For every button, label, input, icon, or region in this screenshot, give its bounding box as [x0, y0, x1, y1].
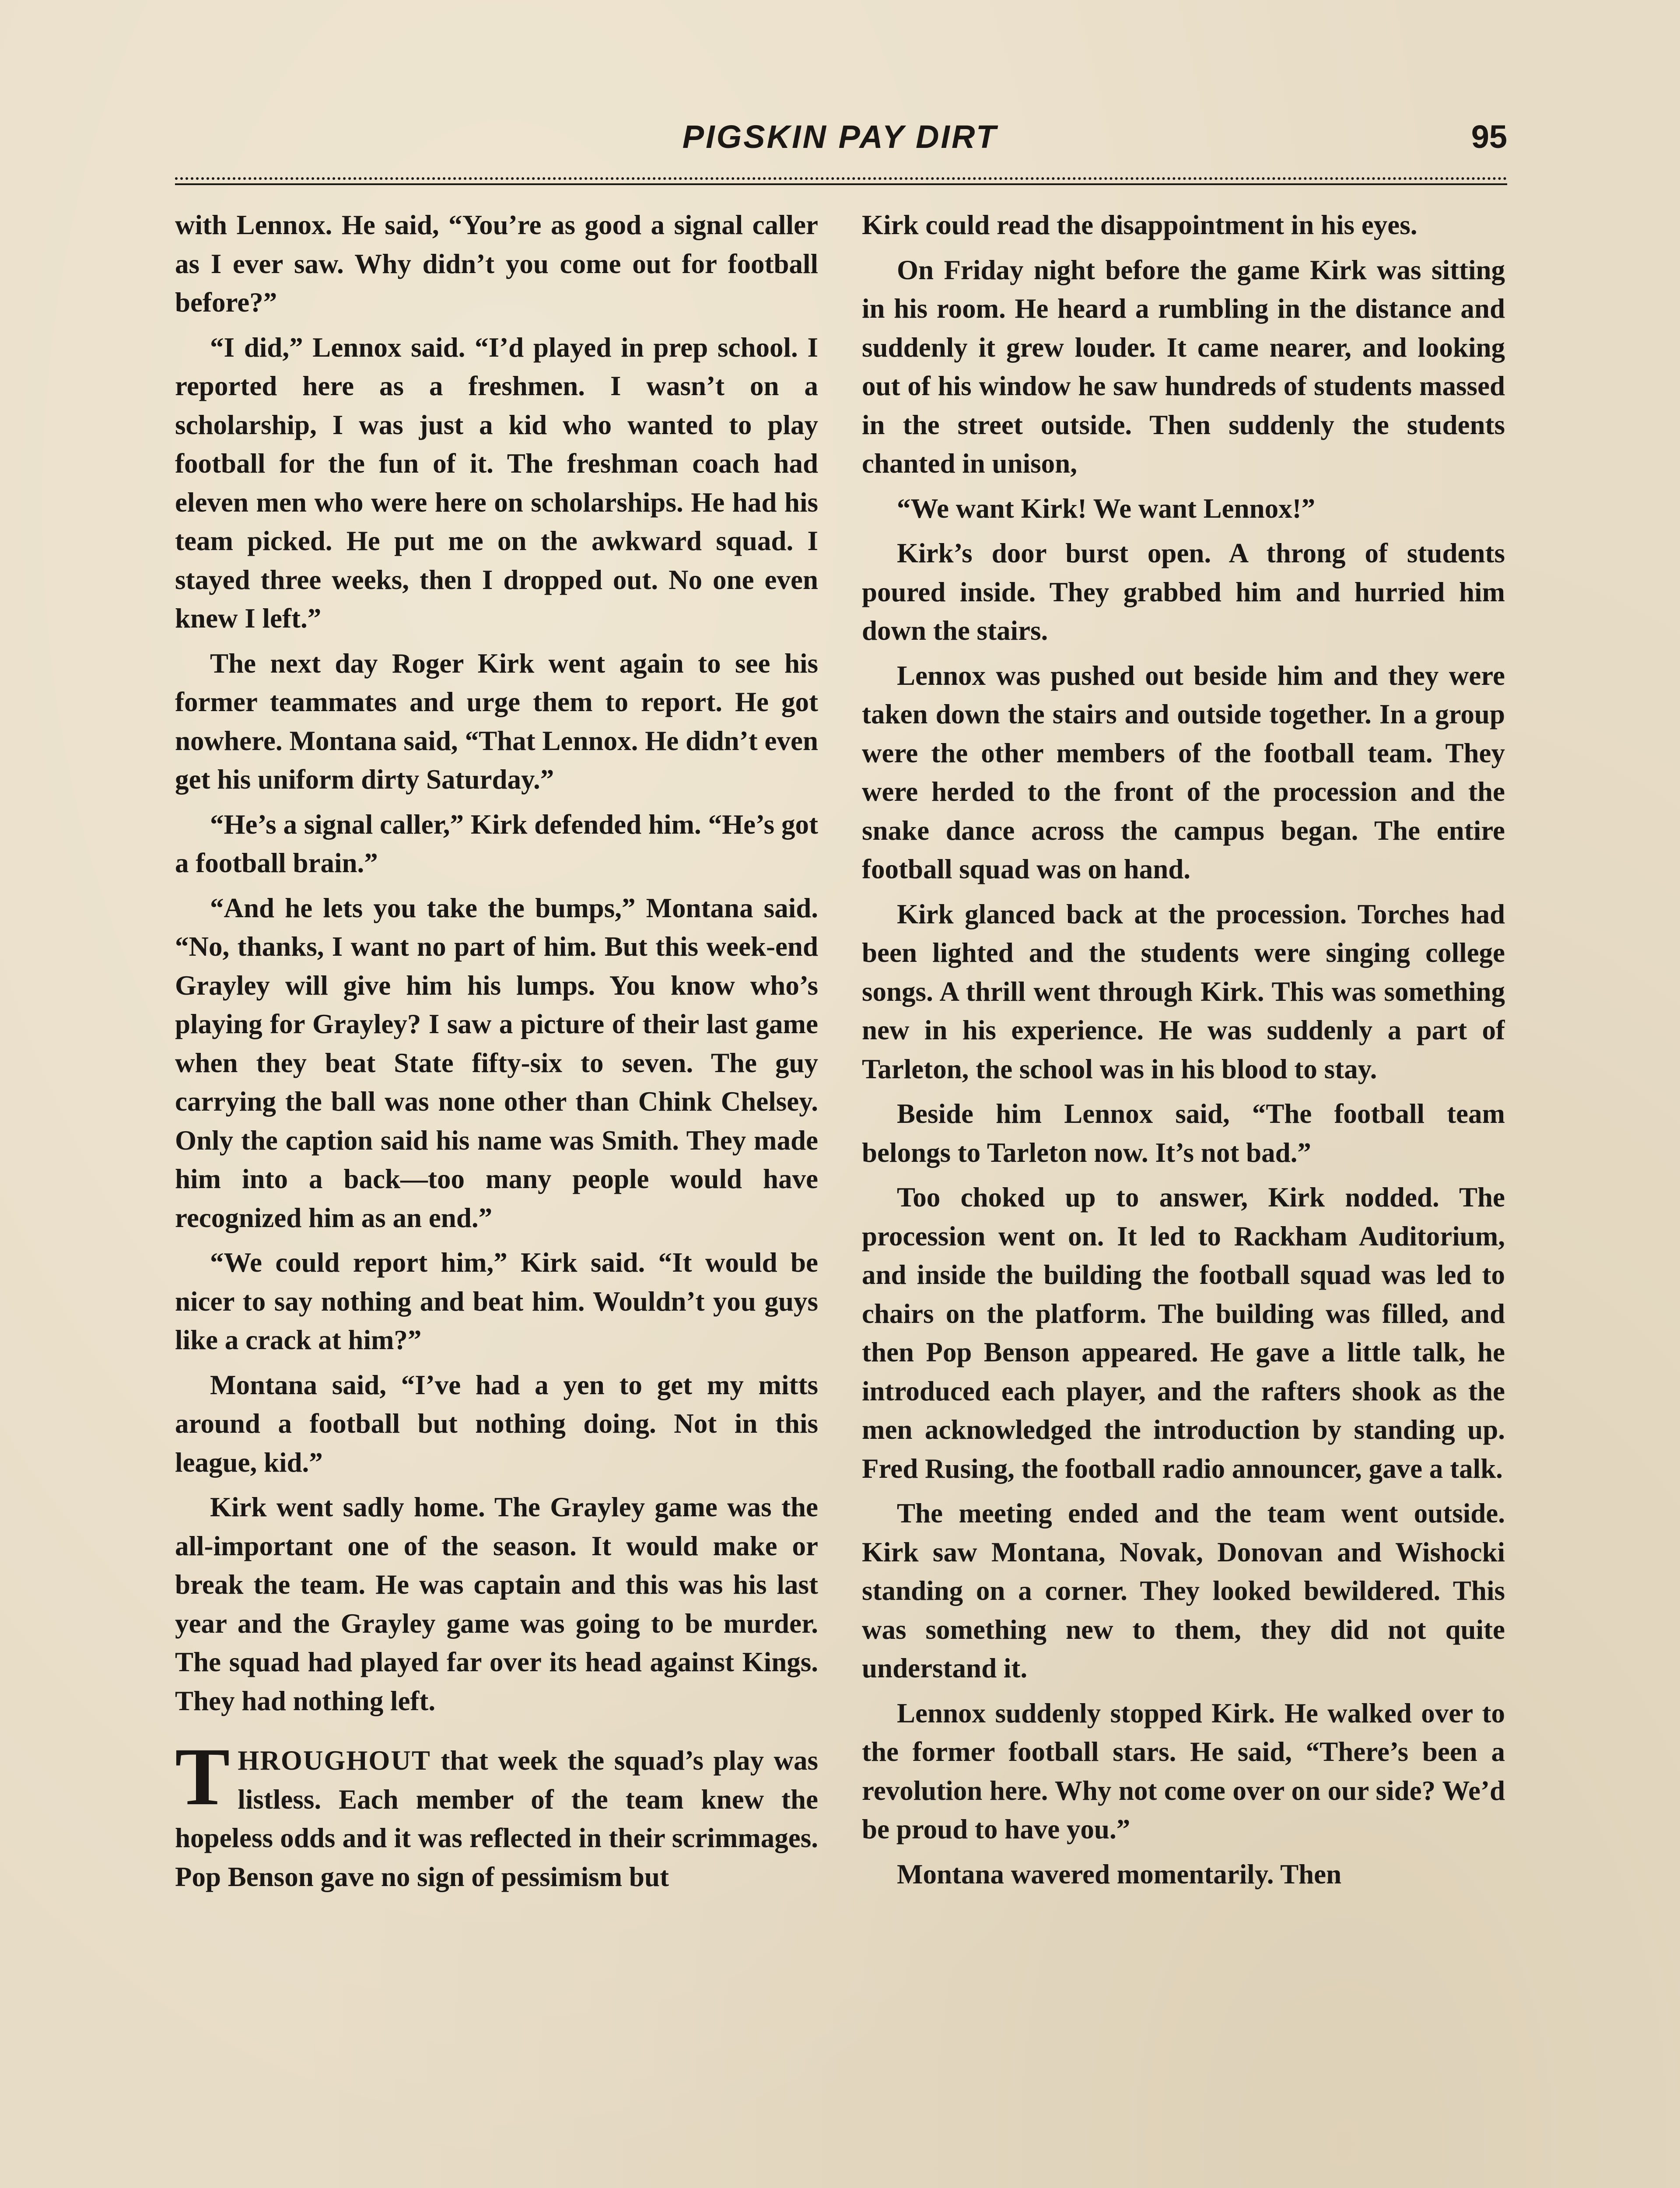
- section-lead-caps: HROUGHOUT: [238, 1745, 431, 1776]
- paragraph: Kirk glanced back at the procession. Torches had been lighted and the students were singing college songs. A thrill went through Kirk. This was something new in his experience. He was suddenly a part of Tarleton, the school was in his blood to stay.: [862, 898, 1505, 1084]
- paragraph: Too choked up to answer, Kirk nodded. The procession went on. It led to Rackham Auditorium, and inside the building the football squad was led to chairs on the platform. The building was filled, and then Pop Benson appeared. He gave a little talk, he introduced each player, and the rafters shook as the men acknowledged the introduction by standing up. Fred Rusing, the football radio announcer, gave a talk.: [862, 1182, 1505, 1484]
- paragraph: On Friday night before the game Kirk was sitting in his room. He heard a rumbling in the distance and suddenly it grew louder. It came nearer, and looking out of his window he saw hundreds of students massed in the street outside. Then suddenly the students chanted in unison,: [862, 254, 1505, 479]
- drop-cap: T: [175, 1731, 230, 1822]
- paragraph: “We could report him,” Kirk said. “It would be nicer to say nothing and beat him. Wouldn’t you guys like a crack at him?”: [175, 1247, 818, 1355]
- page-number: 95: [1471, 119, 1507, 155]
- running-header: [173, 118, 1507, 166]
- paragraph: The meeting ended and the team went outside. Kirk saw Montana, Novak, Donovan and Wishocki standing on a corner. They looked bewildered. This was something new to them, they did not quite understand it.: [862, 1498, 1505, 1683]
- story-title: PIGSKIN PAY DIRT: [682, 119, 998, 155]
- section-opening-paragraph: [175, 1731, 818, 1896]
- paragraph: Kirk could read the disappointment in his eyes.: [862, 210, 1418, 240]
- left-column: [175, 206, 818, 2188]
- paragraph: Beside him Lennox said, “The football team belongs to Tarleton now. It’s not bad.”: [862, 1098, 1505, 1168]
- section-lead-text: that week the squad’s play was listless. Each member of the team knew the hopeless odds and it was reflected in their scrimmages. Pop Benson gave no sign of pessimism but: [175, 1745, 818, 1892]
- paragraph: Montana said, “I’ve had a yen to get my mitts around a football but nothing doing. Not in this league, kid.”: [175, 1369, 818, 1478]
- paragraph: with Lennox. He said, “You’re as good a signal caller as I ever saw. Why didn’t you come out for football before?”: [175, 210, 818, 318]
- paragraph: “We want Kirk! We want Lennox!”: [897, 493, 1316, 524]
- paragraph: Kirk went sadly home. The Grayley game was the all-important one of the season. It would make or break the team. He was captain and this was his last year and the Grayley game was going to be murder. The squad had played far over its head against Kings. They had nothing left.: [175, 1492, 818, 1716]
- paragraph: Montana wavered momentarily. Then: [897, 1858, 1342, 1890]
- paragraph: “He’s a signal caller,” Kirk defended him. “He’s got a football brain.”: [175, 809, 818, 878]
- paragraph: Kirk’s door burst open. A throng of students poured inside. They grabbed him and hurried him down the stairs.: [862, 538, 1505, 646]
- paragraph: The next day Roger Kirk went again to see his former teammates and urge them to report. He got nowhere. Montana said, “That Lennox. He didn’t even get his uniform dirty Saturday.”: [175, 648, 818, 795]
- paragraph: “And he lets you take the bumps,” Montana said. “No, thanks, I want no part of him. But this week-end Grayley will give him his lumps. You know who’s playing for Grayley? I saw a picture of their last game when they beat State fifty-six to seven. The guy carrying the ball was none other than Chink Chelsey. Only the caption said his name was Smith. They made him into a back—too many people would have recognized him as an end.”: [175, 892, 818, 1233]
- right-column: [862, 206, 1505, 2188]
- header-rule: [175, 177, 1507, 185]
- paragraph: Lennox was pushed out beside him and they were taken down the stairs and outside together. In a group were the other members of the football team. They were herded to the front of the procession and the snake dance across the campus began. The entire football squad was on hand.: [862, 660, 1505, 884]
- paragraph: Lennox suddenly stopped Kirk. He walked over to the former football stars. He said, “There’s been a revolution here. Why not come over on our side? We’d be proud to have you.”: [862, 1697, 1505, 1844]
- paragraph: “I did,” Lennox said. “I’d played in prep school. I reported here as a freshmen. I wasn’t on a scholarship, I was just a kid who wanted to play football for the fun of it. The freshman coach had eleven men who were here on scholarships. He had his team picked. He put me on the awkward squad. I stayed three weeks, then I dropped out. No one even knew I left.”: [175, 332, 818, 634]
